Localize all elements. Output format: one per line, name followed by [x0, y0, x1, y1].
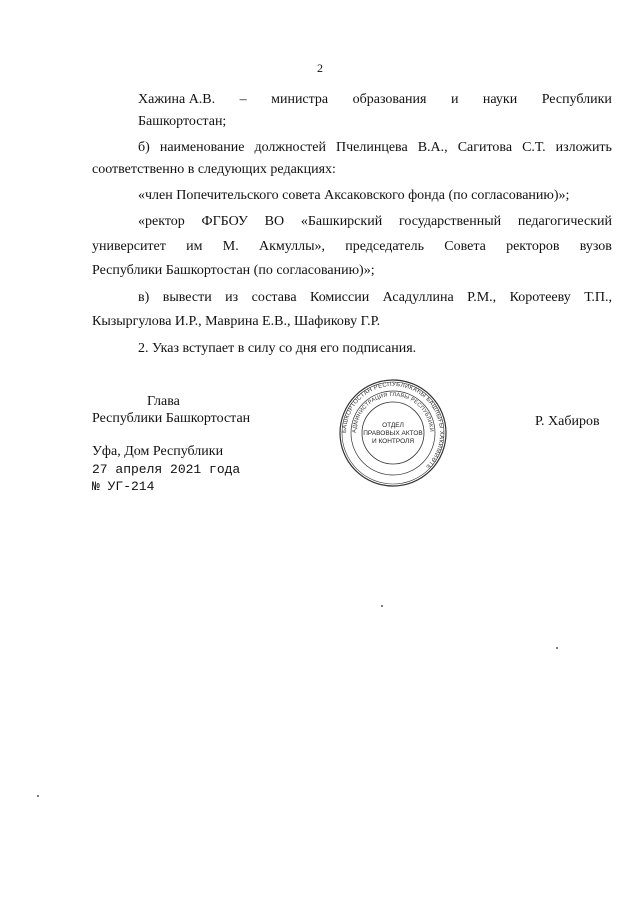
signature-name: Р. Хабиров — [535, 414, 600, 429]
page-number: 2 — [317, 61, 323, 75]
paragraph-1-line-2: Башкортостан; — [138, 114, 227, 129]
word: им — [186, 239, 203, 254]
word: вузов — [579, 239, 612, 254]
word: Республики — [541, 92, 612, 107]
paragraph-2-line-2: соответственно в следующих редакциях: — [92, 162, 336, 177]
word: науки — [482, 92, 518, 107]
word: «Башкирский — [300, 214, 383, 229]
word: председатель — [345, 239, 424, 254]
seal-center-line-3: И КОНТРОЛЯ — [371, 438, 415, 445]
word: наименование — [159, 140, 245, 155]
word: Р.М., — [467, 290, 497, 305]
word: должностей — [254, 140, 326, 155]
word: образования — [352, 92, 427, 107]
paragraph-6: 2. Указ вступает в силу со дня его подписания. — [138, 341, 417, 356]
word: – — [239, 92, 247, 107]
paragraph-4-line-1 — [138, 213, 612, 230]
word: вывести — [162, 290, 212, 305]
word: Т.П., — [584, 290, 612, 305]
word: состава — [251, 290, 297, 305]
word: министра — [271, 92, 329, 107]
seal-inner-text: АДМИНИСТРАЦИЯ ГЛАВЫ РЕСПУБЛИКИ — [351, 391, 435, 434]
seal-center-line-2: ПРАВОВЫХ АКТОВ — [363, 430, 423, 437]
word: ФГБОУ — [201, 214, 248, 229]
word: Акмуллы», — [258, 239, 325, 254]
scan-speck — [381, 605, 383, 607]
paragraph-5-line-1 — [138, 289, 612, 306]
word: б) — [138, 140, 150, 155]
signing-place: Уфа, Дом Республики — [92, 444, 224, 459]
paragraph-4-line-3: Республики Башкортостан (по согласованию)»; — [92, 263, 375, 278]
official-seal — [338, 378, 448, 488]
word: государственный — [398, 214, 502, 229]
word: Пчелинцева — [335, 140, 408, 155]
signing-date: 27 апреля 2021 года — [92, 462, 241, 477]
word: из — [225, 290, 239, 305]
word: Комиссии — [310, 290, 370, 305]
word: Хажина А.В. — [138, 92, 216, 107]
paragraph-3: «член Попечительского совета Аксаковского фонда (по согласованию)»; — [138, 188, 570, 203]
seal-outer-text: БАШКОРТОСТАН РЕСПУБЛИКАҺЫ БАШЛЫҒЫ ХАКИМИӘТЕ — [341, 381, 445, 470]
word: М. — [222, 239, 239, 254]
word: ВО — [264, 214, 285, 229]
word: педагогический — [517, 214, 612, 229]
word: университет — [92, 239, 166, 254]
word: изложить — [555, 140, 612, 155]
signature-title-line-1: Глава — [147, 394, 180, 409]
word: С.Т. — [522, 140, 546, 155]
signature-title-line-2: Республики Башкортостан — [92, 411, 251, 426]
word: в) — [138, 290, 150, 305]
word: В.А., — [417, 140, 448, 155]
paragraph-2-line-1 — [138, 139, 612, 156]
word: и — [450, 92, 459, 107]
word: Коротееву — [509, 290, 571, 305]
paragraph-1-line-1 — [138, 91, 612, 108]
word: «ректор — [138, 214, 185, 229]
decree-number: № УГ-214 — [92, 479, 155, 494]
paragraph-5-line-2: Кызыргулова И.Р., Маврина Е.В., Шафикову Г.Р. — [92, 314, 381, 329]
scan-speck — [556, 647, 558, 649]
word: Асадуллина — [382, 290, 454, 305]
seal-center-line-1: ОТДЕЛ — [382, 422, 404, 429]
word: Совета — [444, 239, 486, 254]
scan-speck — [37, 795, 39, 797]
word: ректоров — [506, 239, 560, 254]
paragraph-4-line-2 — [92, 238, 612, 255]
word: Сагитова — [457, 140, 513, 155]
